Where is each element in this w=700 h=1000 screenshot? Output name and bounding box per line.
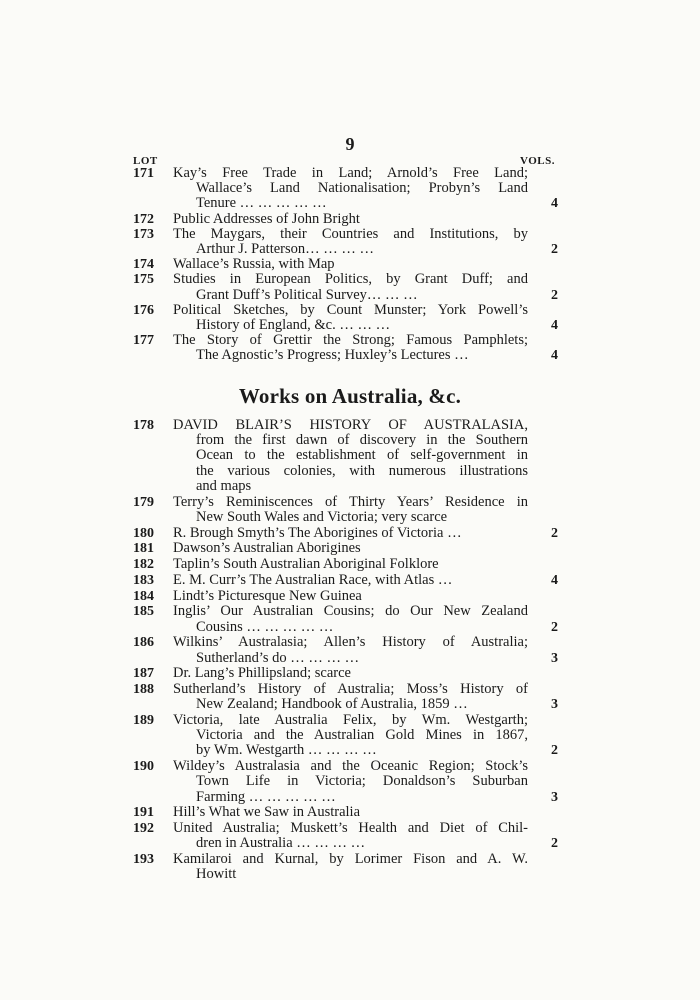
- lot-number: 177: [133, 333, 154, 349]
- catalogue-entry: [0, 418, 700, 494]
- lot-number: 185: [133, 604, 154, 620]
- volume-count: 3: [551, 650, 558, 666]
- entry-text-line: dren in Australia … … … …: [196, 835, 366, 852]
- entry-text-line: Arthur J. Patterson… … … …: [196, 240, 375, 257]
- page-number: 9: [345, 134, 355, 154]
- lot-number: 193: [133, 852, 154, 868]
- entry-text-line: and maps: [196, 477, 252, 494]
- entry-text-line: Wallace’s Russia, with Map: [173, 256, 335, 273]
- entry-text-line: History of England, &c. … … …: [196, 316, 391, 333]
- catalogue-entry: [0, 495, 700, 525]
- volume-count: 2: [551, 241, 558, 257]
- volume-count: 2: [551, 836, 558, 852]
- lot-number: 187: [133, 666, 154, 682]
- lot-number: 174: [133, 257, 154, 273]
- entry-text-line: Taplin’s South Australian Aboriginal Folklore: [173, 556, 439, 573]
- lot-number: 183: [133, 572, 154, 588]
- lot-number: 178: [133, 418, 154, 433]
- section-heading: Works on Australia, &c.: [238, 384, 462, 408]
- vols-column-header: VOLS.: [520, 155, 555, 167]
- lot-number: 173: [133, 226, 154, 242]
- entry-text-line: Sutherland’s do … … … …: [196, 649, 360, 666]
- lot-number: 171: [133, 166, 154, 181]
- entry-text-line: Victoria and the Australian Gold Mines in 1867,: [196, 727, 528, 744]
- volume-count: 2: [551, 619, 558, 635]
- catalogue-entry: [0, 333, 700, 363]
- lot-number: 190: [133, 759, 154, 775]
- entry-text-line: Ocean to the establishment of self-government in: [196, 447, 528, 464]
- entry-text-line: Victoria, late Australia Felix, by Wm. Westgarth;: [173, 712, 528, 729]
- entry-text-line: Dr. Lang’s Phillipsland; scarce: [173, 665, 351, 682]
- volume-count: 2: [551, 525, 558, 541]
- lot-number: 181: [133, 541, 154, 557]
- entry-text-line: The Maygars, their Countries and Institutions, by: [173, 225, 528, 242]
- entry-text-line: Sutherland’s History of Australia; Moss’s History of: [173, 681, 528, 698]
- catalogue-list-general: [0, 166, 700, 363]
- lot-column-header: LOT: [133, 155, 158, 167]
- volume-count: 4: [551, 196, 558, 212]
- lot-number: 180: [133, 525, 154, 541]
- entry-text-line: Kay’s Free Trade in Land; Arnold’s Free Land;: [173, 165, 528, 181]
- entry-text-line: Wildey’s Australasia and the Oceanic Region; Stock’s: [173, 758, 528, 775]
- entry-text-line: Studies in European Politics, by Grant Duff; and: [173, 271, 528, 288]
- entry-text-line: Hill’s What we Saw in Australia: [173, 804, 360, 821]
- lot-number: 189: [133, 713, 154, 729]
- catalogue-entry: [0, 257, 700, 272]
- entry-text-line: Kamilaroi and Kurnal, by Lorimer Fison and A. W.: [173, 851, 528, 868]
- lot-number: 184: [133, 588, 154, 604]
- catalogue-entry: [0, 635, 700, 665]
- entry-text-line: Town Life in Victoria; Donaldson’s Suburban: [196, 773, 528, 790]
- entry-text-line: E. M. Curr’s The Australian Race, with Atlas …: [173, 571, 453, 588]
- lot-number: 175: [133, 272, 154, 288]
- catalogue-entry: [0, 303, 700, 333]
- entry-text-line: New Zealand; Handbook of Australia, 1859 …: [196, 696, 468, 713]
- lot-number: 182: [133, 557, 154, 573]
- lot-number: 192: [133, 821, 154, 837]
- catalogue-entry: [0, 713, 700, 759]
- lot-number: 188: [133, 682, 154, 698]
- catalogue-entry: [0, 759, 700, 805]
- catalogue-entry: [0, 666, 700, 681]
- volume-count: 4: [551, 317, 558, 333]
- lot-number: 172: [133, 211, 154, 227]
- entry-text-line: The Story of Grettir the Strong; Famous Pamphlets;: [173, 332, 528, 349]
- entry-text-line: Grant Duff’s Political Survey… … …: [196, 286, 418, 303]
- entry-text-line: Farming … … … … …: [196, 788, 336, 805]
- lot-number: 186: [133, 635, 154, 651]
- volume-count: 2: [551, 287, 558, 303]
- entry-text-line: from the first dawn of discovery in the Southern: [196, 432, 528, 449]
- entry-text-line: United Australia; Muskett’s Health and Diet of Chil-: [173, 820, 528, 837]
- catalogue-entry: [0, 821, 700, 851]
- entry-text-line: Cousins … … … … …: [196, 618, 334, 635]
- catalogue-entry: [0, 852, 700, 882]
- volume-count: 4: [551, 348, 558, 364]
- lot-number: 179: [133, 494, 154, 510]
- volume-count: 3: [551, 697, 558, 713]
- catalogue-entry: [0, 604, 700, 634]
- catalogue-entry: [0, 212, 700, 227]
- entry-text-line: R. Brough Smyth’s The Aborigines of Victoria …: [173, 524, 462, 541]
- catalogue-entry: [0, 573, 700, 588]
- entry-text-line: DAVID BLAIR’S HISTORY OF AUSTRALASIA,: [173, 417, 528, 433]
- entry-text-line: Tenure … … … … …: [196, 195, 327, 212]
- catalogue-list-australia: [0, 418, 700, 883]
- entry-text-line: Howitt: [196, 866, 237, 883]
- lot-number: 191: [133, 805, 154, 821]
- entry-text-line: Wallace’s Land Nationalisation; Probyn’s Land: [196, 180, 528, 197]
- catalogue-entry: [0, 227, 700, 257]
- catalogue-entry: [0, 272, 700, 302]
- catalogue-entry: [0, 557, 700, 572]
- entry-text-line: Public Addresses of John Bright: [173, 210, 360, 227]
- catalogue-entry: [0, 166, 700, 212]
- entry-text-line: The Agnostic’s Progress; Huxley’s Lectures …: [196, 347, 469, 364]
- volume-count: 3: [551, 789, 558, 805]
- entry-text-line: Wilkins’ Australasia; Allen’s History of Australia;: [173, 634, 528, 651]
- catalogue-entry: [0, 805, 700, 820]
- catalogue-entry: [0, 541, 700, 556]
- catalogue-entry: [0, 682, 700, 712]
- catalogue-entry: [0, 526, 700, 541]
- catalogue-entry: [0, 589, 700, 604]
- entry-text-line: by Wm. Westgarth … … … …: [196, 742, 377, 759]
- entry-text-line: New South Wales and Victoria; very scarce: [196, 508, 448, 525]
- entry-text-line: Terry’s Reminiscences of Thirty Years’ Residence in: [173, 493, 528, 510]
- entry-text-line: Lindt’s Picturesque New Guinea: [173, 587, 362, 604]
- volume-count: 4: [551, 572, 558, 588]
- entry-text-line: Dawson’s Australian Aborigines: [173, 540, 361, 557]
- volume-count: 2: [551, 743, 558, 759]
- entry-text-line: the various colonies, with numerous illustrations: [196, 462, 528, 479]
- entry-text-line: Political Sketches, by Count Munster; York Powell’s: [173, 301, 528, 318]
- lot-number: 176: [133, 302, 154, 318]
- entry-text-line: Inglis’ Our Australian Cousins; do Our New Zealand: [173, 603, 528, 620]
